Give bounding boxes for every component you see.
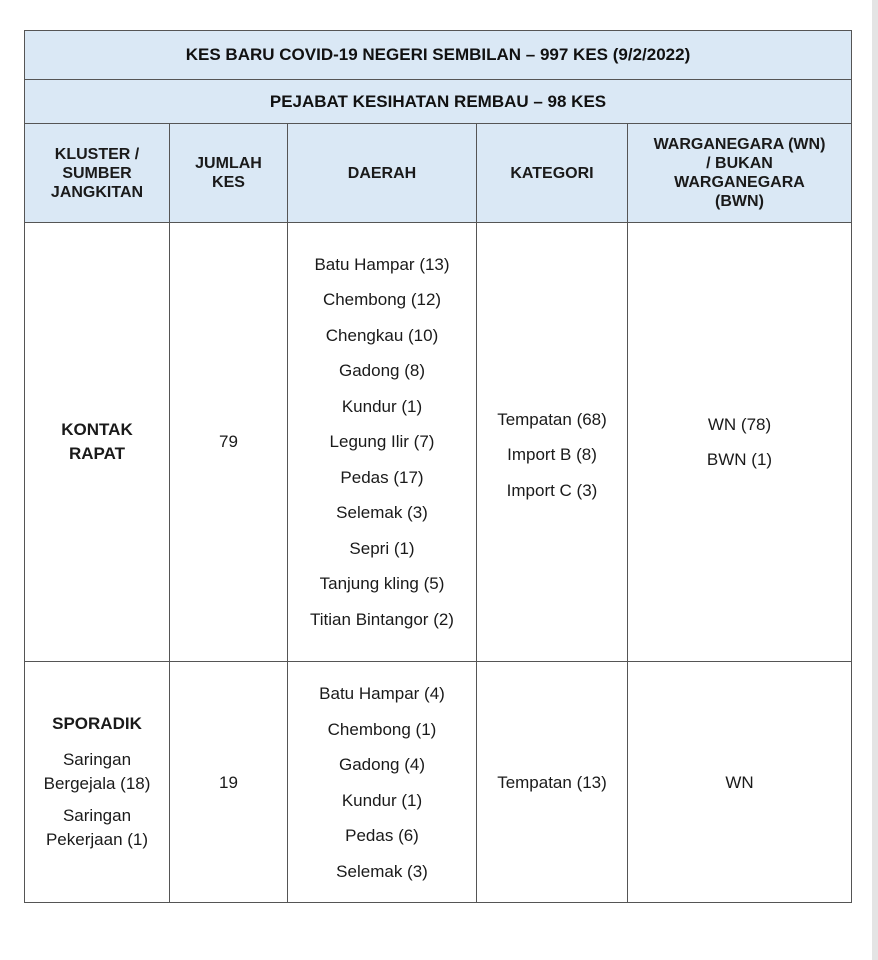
warganegara-item: WN (78) [707, 414, 772, 434]
header-kluster [25, 124, 169, 222]
page-edge [872, 0, 878, 960]
header-kluster-line: SUMBER [62, 164, 132, 182]
kluster-sub-line: Pekerjaan (1) [45, 829, 149, 849]
row1-kategori [477, 223, 627, 661]
daerah-item: Pedas (17) [340, 467, 424, 487]
kategori-item: Import B (8) [507, 445, 597, 465]
header-row [25, 124, 851, 223]
daerah-item: Chengkau (10) [325, 325, 439, 345]
row2-jumlah: 19 [219, 772, 238, 792]
warganegara-item: WN [725, 772, 754, 792]
daerah-item: Pedas (6) [345, 826, 419, 845]
daerah-item: Selemak (3) [336, 861, 428, 881]
daerah-item: Kundur (1) [341, 790, 423, 810]
daerah-item: Chembong (12) [322, 290, 442, 310]
row1-kluster [25, 223, 169, 661]
kluster-sub-line: Saringan [62, 749, 132, 769]
row2-kategori [477, 662, 627, 903]
row2-kluster [25, 662, 169, 903]
header-jumlah-line: KES [212, 174, 245, 191]
row2-warganegara [628, 662, 851, 903]
kluster-line: KONTAK [61, 420, 133, 439]
header-kluster-line: KLUSTER / [54, 145, 140, 163]
kluster-title: SPORADIK [52, 713, 142, 733]
daerah-item: Selemak (3) [336, 503, 428, 523]
daerah-item: Batu Hampar (13) [314, 254, 450, 274]
header-warganegara-line: WARGANEGARA [674, 174, 805, 191]
kluster-sub-line: Saringan [62, 805, 132, 825]
kategori-item: Tempatan (68) [497, 409, 607, 429]
daerah-item: Legung Ilir (7) [329, 432, 435, 452]
header-daerah: DAERAH [347, 164, 417, 182]
kluster-sub-line: Bergejala (18) [43, 773, 151, 793]
daerah-item: Tanjung kling (5) [319, 574, 445, 594]
table-subtitle: PEJABAT KESIHATAN REMBAU – 98 KES [25, 80, 851, 124]
row1-warganegara [628, 223, 851, 661]
daerah-item: Kundur (1) [341, 396, 423, 416]
header-jumlah-line: JUMLAH [195, 155, 262, 172]
row1-jumlah: 79 [219, 432, 238, 451]
daerah-item: Chembong (1) [327, 719, 437, 739]
kategori-item: Import C (3) [506, 480, 598, 500]
daerah-item: Batu Hampar (4) [319, 684, 445, 703]
header-warganegara-line: WARGANEGARA (WN) [653, 136, 826, 153]
daerah-item: Gadong (4) [339, 755, 425, 774]
header-warganegara [628, 124, 851, 222]
header-kategori: KATEGORI [510, 164, 594, 182]
case-table [24, 30, 852, 903]
header-warganegara-line: (BWN) [715, 193, 764, 210]
daerah-item: Gadong (8) [339, 361, 425, 381]
kluster-line: RAPAT [68, 444, 126, 463]
warganegara-item: BWN (1) [706, 450, 773, 469]
header-jumlah [170, 124, 287, 222]
row1-daerah [288, 223, 476, 661]
daerah-item: Titian Bintangor (2) [310, 609, 454, 629]
header-kluster-line: JANGKITAN [50, 183, 144, 201]
kategori-item: Tempatan (13) [497, 772, 607, 792]
header-warganegara-line: / BUKAN [706, 155, 773, 172]
daerah-item: Sepri (1) [349, 538, 415, 558]
table-title: KES BARU COVID-19 NEGERI SEMBILAN – 997 KES (9/2/2022) [25, 31, 851, 80]
row2-daerah [288, 662, 476, 903]
